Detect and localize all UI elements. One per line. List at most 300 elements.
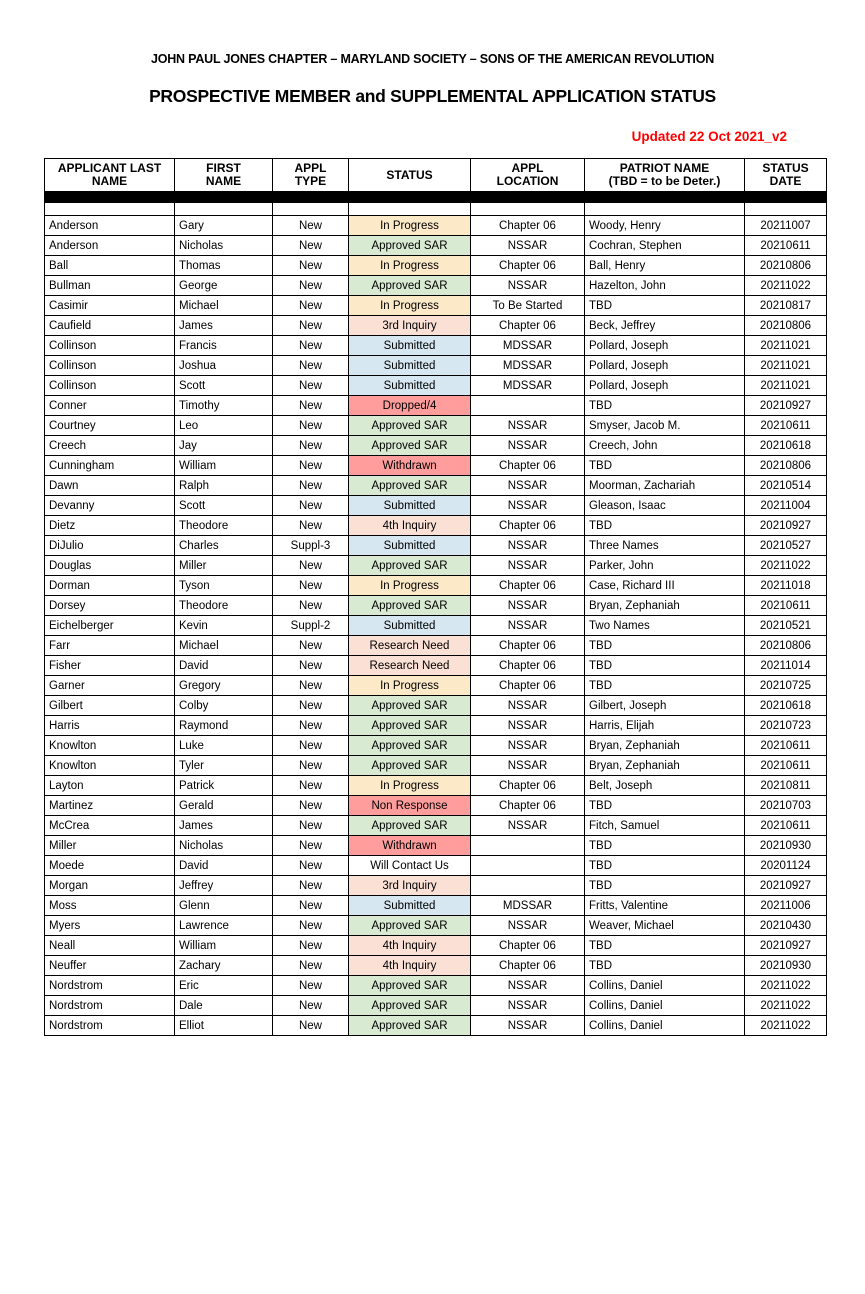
cell-last-name: Moede bbox=[45, 856, 175, 876]
cell-last-name: Morgan bbox=[45, 876, 175, 896]
cell-patriot-name: Gleason, Isaac bbox=[585, 496, 745, 516]
cell-last-name: Knowlton bbox=[45, 756, 175, 776]
cell-status-date: 20211021 bbox=[745, 376, 827, 396]
cell-last-name: Cunningham bbox=[45, 456, 175, 476]
cell-appl-location: Chapter 06 bbox=[471, 456, 585, 476]
cell-patriot-name: Pollard, Joseph bbox=[585, 336, 745, 356]
cell-appl-type: New bbox=[273, 256, 349, 276]
table-row[interactable] bbox=[45, 916, 827, 936]
cell-appl-type: New bbox=[273, 356, 349, 376]
table-row[interactable] bbox=[45, 356, 827, 376]
cell-appl-type: New bbox=[273, 916, 349, 936]
cell-patriot-name: Belt, Joseph bbox=[585, 776, 745, 796]
cell-patriot-name: TBD bbox=[585, 516, 745, 536]
cell-patriot-name: TBD bbox=[585, 456, 745, 476]
cell-status-date: 20210611 bbox=[745, 416, 827, 436]
cell-appl-location: MDSSAR bbox=[471, 336, 585, 356]
cell-status-date: 20211021 bbox=[745, 336, 827, 356]
cell-appl-location: NSSAR bbox=[471, 816, 585, 836]
table-row[interactable] bbox=[45, 716, 827, 736]
cell-status-date: 20210611 bbox=[745, 596, 827, 616]
cell-status-date: 20210723 bbox=[745, 716, 827, 736]
cell-appl-location: NSSAR bbox=[471, 536, 585, 556]
cell-appl-type: New bbox=[273, 276, 349, 296]
cell-patriot-name: Hazelton, John bbox=[585, 276, 745, 296]
cell-appl-location: Chapter 06 bbox=[471, 776, 585, 796]
cell-status-date: 20211022 bbox=[745, 976, 827, 996]
cell-first-name: Michael bbox=[175, 296, 273, 316]
cell-appl-location: NSSAR bbox=[471, 436, 585, 456]
cell-last-name: Anderson bbox=[45, 216, 175, 236]
cell-status-date: 20211022 bbox=[745, 276, 827, 296]
cell-status-date: 20211021 bbox=[745, 356, 827, 376]
cell-status-date: 20210611 bbox=[745, 736, 827, 756]
cell-last-name: Dorsey bbox=[45, 596, 175, 616]
cell-first-name: Colby bbox=[175, 696, 273, 716]
cell-status: Approved SAR bbox=[349, 916, 471, 936]
cell-status-date: 20210514 bbox=[745, 476, 827, 496]
cell-appl-type: Suppl-2 bbox=[273, 616, 349, 636]
cell-patriot-name: Collins, Daniel bbox=[585, 996, 745, 1016]
cell-status-date: 20211006 bbox=[745, 896, 827, 916]
cell-status: Approved SAR bbox=[349, 1016, 471, 1036]
cell-status-date: 20210703 bbox=[745, 796, 827, 816]
cell-patriot-name: Weaver, Michael bbox=[585, 916, 745, 936]
cell-patriot-name: Case, Richard III bbox=[585, 576, 745, 596]
table-row[interactable] bbox=[45, 996, 827, 1016]
cell-appl-location: NSSAR bbox=[471, 716, 585, 736]
column-header-line1: STATUS bbox=[762, 161, 809, 175]
table-row[interactable] bbox=[45, 556, 827, 576]
cell-status-date: 20210725 bbox=[745, 676, 827, 696]
cell-first-name: Scott bbox=[175, 376, 273, 396]
cell-status: Approved SAR bbox=[349, 276, 471, 296]
cell-patriot-name: Woody, Henry bbox=[585, 216, 745, 236]
cell-appl-type: New bbox=[273, 816, 349, 836]
cell-status-date: 20210611 bbox=[745, 236, 827, 256]
table-row[interactable] bbox=[45, 516, 827, 536]
table-row[interactable] bbox=[45, 396, 827, 416]
table-row[interactable] bbox=[45, 756, 827, 776]
cell-patriot-name: Collins, Daniel bbox=[585, 1016, 745, 1036]
table-row[interactable] bbox=[45, 976, 827, 996]
column-header-appl-type bbox=[273, 159, 349, 192]
cell-appl-location: Chapter 06 bbox=[471, 636, 585, 656]
cell-last-name: Dietz bbox=[45, 516, 175, 536]
cell-appl-location: NSSAR bbox=[471, 736, 585, 756]
cell-status: 3rd Inquiry bbox=[349, 876, 471, 896]
cell-last-name: Dorman bbox=[45, 576, 175, 596]
spacer-cell bbox=[273, 203, 349, 216]
cell-status: Approved SAR bbox=[349, 756, 471, 776]
cell-appl-type: New bbox=[273, 1016, 349, 1036]
table-row[interactable] bbox=[45, 376, 827, 396]
table-row[interactable] bbox=[45, 936, 827, 956]
cell-status-date: 20210521 bbox=[745, 616, 827, 636]
cell-first-name: Tyler bbox=[175, 756, 273, 776]
cell-first-name: David bbox=[175, 656, 273, 676]
cell-patriot-name: TBD bbox=[585, 296, 745, 316]
cell-appl-type: New bbox=[273, 456, 349, 476]
cell-patriot-name: TBD bbox=[585, 856, 745, 876]
cell-appl-location bbox=[471, 856, 585, 876]
cell-last-name: Farr bbox=[45, 636, 175, 656]
cell-patriot-name: Gilbert, Joseph bbox=[585, 696, 745, 716]
cell-last-name: Nordstrom bbox=[45, 976, 175, 996]
cell-appl-location: Chapter 06 bbox=[471, 656, 585, 676]
cell-status-date: 20211004 bbox=[745, 496, 827, 516]
cell-status-date: 20211014 bbox=[745, 656, 827, 676]
cell-status-date: 20210927 bbox=[745, 396, 827, 416]
table-row[interactable] bbox=[45, 456, 827, 476]
cell-appl-type: Suppl-3 bbox=[273, 536, 349, 556]
cell-appl-type: New bbox=[273, 296, 349, 316]
cell-status: Approved SAR bbox=[349, 716, 471, 736]
table-row[interactable] bbox=[45, 416, 827, 436]
cell-first-name: William bbox=[175, 456, 273, 476]
cell-first-name: Joshua bbox=[175, 356, 273, 376]
cell-appl-type: New bbox=[273, 576, 349, 596]
cell-first-name: James bbox=[175, 816, 273, 836]
table-row[interactable] bbox=[45, 436, 827, 456]
cell-status: Approved SAR bbox=[349, 696, 471, 716]
cell-last-name: Devanny bbox=[45, 496, 175, 516]
table-row[interactable] bbox=[45, 1016, 827, 1036]
cell-status-date: 20211022 bbox=[745, 996, 827, 1016]
cell-first-name: Miller bbox=[175, 556, 273, 576]
table-row[interactable] bbox=[45, 856, 827, 876]
cell-patriot-name: TBD bbox=[585, 936, 745, 956]
cell-last-name: Collinson bbox=[45, 376, 175, 396]
cell-status-date: 20210430 bbox=[745, 916, 827, 936]
cell-last-name: Collinson bbox=[45, 356, 175, 376]
cell-appl-type: New bbox=[273, 836, 349, 856]
cell-first-name: Tyson bbox=[175, 576, 273, 596]
cell-status: Withdrawn bbox=[349, 836, 471, 856]
cell-status: Approved SAR bbox=[349, 996, 471, 1016]
cell-appl-type: New bbox=[273, 556, 349, 576]
cell-first-name: Gregory bbox=[175, 676, 273, 696]
cell-status: Withdrawn bbox=[349, 456, 471, 476]
cell-appl-type: New bbox=[273, 736, 349, 756]
table-row[interactable] bbox=[45, 476, 827, 496]
page-title: PROSPECTIVE MEMBER and SUPPLEMENTAL APPLICATION STATUS bbox=[149, 86, 716, 106]
table-row[interactable] bbox=[45, 236, 827, 256]
table-row[interactable] bbox=[45, 696, 827, 716]
cell-appl-type: New bbox=[273, 596, 349, 616]
cell-status: Research Need bbox=[349, 656, 471, 676]
cell-patriot-name: Three Names bbox=[585, 536, 745, 556]
cell-patriot-name: Smyser, Jacob M. bbox=[585, 416, 745, 436]
table-row[interactable] bbox=[45, 276, 827, 296]
cell-patriot-name: Cochran, Stephen bbox=[585, 236, 745, 256]
cell-status: Submitted bbox=[349, 616, 471, 636]
cell-patriot-name: TBD bbox=[585, 656, 745, 676]
table-row[interactable] bbox=[45, 876, 827, 896]
cell-first-name: Scott bbox=[175, 496, 273, 516]
cell-first-name: Luke bbox=[175, 736, 273, 756]
cell-patriot-name: Harris, Elijah bbox=[585, 716, 745, 736]
cell-patriot-name: Fitch, Samuel bbox=[585, 816, 745, 836]
cell-appl-location bbox=[471, 396, 585, 416]
cell-status: Approved SAR bbox=[349, 976, 471, 996]
cell-status: Non Response bbox=[349, 796, 471, 816]
cell-appl-location: NSSAR bbox=[471, 276, 585, 296]
cell-status: In Progress bbox=[349, 296, 471, 316]
cell-first-name: Patrick bbox=[175, 776, 273, 796]
cell-appl-type: New bbox=[273, 396, 349, 416]
cell-first-name: Raymond bbox=[175, 716, 273, 736]
table-row[interactable] bbox=[45, 316, 827, 336]
cell-patriot-name: Parker, John bbox=[585, 556, 745, 576]
column-header-appl-location bbox=[471, 159, 585, 192]
cell-first-name: Elliot bbox=[175, 1016, 273, 1036]
column-header-line1: APPLICANT LAST bbox=[57, 161, 162, 175]
cell-last-name: Fisher bbox=[45, 656, 175, 676]
cell-status-date: 20210611 bbox=[745, 756, 827, 776]
table-row[interactable] bbox=[45, 256, 827, 276]
column-header-line1: FIRST bbox=[206, 161, 241, 175]
cell-status-date: 20210927 bbox=[745, 936, 827, 956]
cell-appl-type: New bbox=[273, 656, 349, 676]
cell-patriot-name: Two Names bbox=[585, 616, 745, 636]
cell-appl-location: NSSAR bbox=[471, 476, 585, 496]
cell-status-date: 20211018 bbox=[745, 576, 827, 596]
cell-status: Submitted bbox=[349, 356, 471, 376]
cell-patriot-name: TBD bbox=[585, 876, 745, 896]
cell-patriot-name: TBD bbox=[585, 636, 745, 656]
cell-appl-type: New bbox=[273, 776, 349, 796]
spacer-row bbox=[45, 203, 827, 216]
table-row[interactable] bbox=[45, 816, 827, 836]
cell-appl-location bbox=[471, 836, 585, 856]
cell-last-name: Bullman bbox=[45, 276, 175, 296]
cell-last-name: Neall bbox=[45, 936, 175, 956]
cell-appl-type: New bbox=[273, 336, 349, 356]
cell-status: Submitted bbox=[349, 336, 471, 356]
header-separator-cell bbox=[45, 192, 827, 203]
cell-appl-type: New bbox=[273, 996, 349, 1016]
table-row[interactable] bbox=[45, 896, 827, 916]
cell-patriot-name: Beck, Jeffrey bbox=[585, 316, 745, 336]
table-row[interactable] bbox=[45, 676, 827, 696]
cell-first-name: Timothy bbox=[175, 396, 273, 416]
cell-first-name: Theodore bbox=[175, 596, 273, 616]
cell-status: In Progress bbox=[349, 776, 471, 796]
cell-status: 4th Inquiry bbox=[349, 516, 471, 536]
cell-last-name: Douglas bbox=[45, 556, 175, 576]
column-header-line2: NAME bbox=[205, 174, 242, 188]
cell-last-name: Courtney bbox=[45, 416, 175, 436]
column-header-first-name bbox=[175, 159, 273, 192]
cell-appl-location: NSSAR bbox=[471, 976, 585, 996]
cell-status-date: 20211007 bbox=[745, 216, 827, 236]
cell-appl-location: Chapter 06 bbox=[471, 516, 585, 536]
table-row[interactable] bbox=[45, 636, 827, 656]
table-row[interactable] bbox=[45, 296, 827, 316]
cell-first-name: James bbox=[175, 316, 273, 336]
cell-appl-type: New bbox=[273, 436, 349, 456]
table-row[interactable] bbox=[45, 536, 827, 556]
cell-appl-type: New bbox=[273, 756, 349, 776]
column-header-line2: DATE bbox=[769, 174, 802, 188]
cell-first-name: Michael bbox=[175, 636, 273, 656]
table-row[interactable] bbox=[45, 616, 827, 636]
cell-first-name: Glenn bbox=[175, 896, 273, 916]
cell-first-name: David bbox=[175, 856, 273, 876]
cell-status-date: 20210806 bbox=[745, 256, 827, 276]
cell-patriot-name: Fritts, Valentine bbox=[585, 896, 745, 916]
table-row[interactable] bbox=[45, 576, 827, 596]
table-row[interactable] bbox=[45, 796, 827, 816]
cell-first-name: Nicholas bbox=[175, 236, 273, 256]
cell-status-date: 20210927 bbox=[745, 876, 827, 896]
cell-first-name: Nicholas bbox=[175, 836, 273, 856]
spacer-cell bbox=[45, 203, 175, 216]
table-row[interactable] bbox=[45, 776, 827, 796]
cell-last-name: Dawn bbox=[45, 476, 175, 496]
cell-appl-type: New bbox=[273, 216, 349, 236]
cell-appl-location: Chapter 06 bbox=[471, 956, 585, 976]
table-row[interactable] bbox=[45, 656, 827, 676]
cell-appl-type: New bbox=[273, 516, 349, 536]
cell-last-name: Martinez bbox=[45, 796, 175, 816]
cell-status: In Progress bbox=[349, 256, 471, 276]
cell-last-name: Ball bbox=[45, 256, 175, 276]
cell-appl-location: NSSAR bbox=[471, 596, 585, 616]
cell-last-name: Casimir bbox=[45, 296, 175, 316]
cell-status-date: 20211022 bbox=[745, 556, 827, 576]
cell-first-name: William bbox=[175, 936, 273, 956]
header-separator-band bbox=[45, 192, 827, 203]
cell-patriot-name: Creech, John bbox=[585, 436, 745, 456]
cell-appl-location: MDSSAR bbox=[471, 896, 585, 916]
cell-last-name: Garner bbox=[45, 676, 175, 696]
cell-appl-type: New bbox=[273, 416, 349, 436]
cell-status: Approved SAR bbox=[349, 816, 471, 836]
table-row[interactable] bbox=[45, 736, 827, 756]
cell-appl-location: Chapter 06 bbox=[471, 576, 585, 596]
cell-status-date: 20210811 bbox=[745, 776, 827, 796]
cell-appl-location: Chapter 06 bbox=[471, 676, 585, 696]
cell-patriot-name: Pollard, Joseph bbox=[585, 376, 745, 396]
cell-last-name: Collinson bbox=[45, 336, 175, 356]
table-row[interactable] bbox=[45, 496, 827, 516]
cell-first-name: Eric bbox=[175, 976, 273, 996]
cell-last-name: Eichelberger bbox=[45, 616, 175, 636]
spacer-cell bbox=[175, 203, 273, 216]
column-header-patriot-name bbox=[585, 159, 745, 192]
cell-first-name: Jeffrey bbox=[175, 876, 273, 896]
cell-first-name: Kevin bbox=[175, 616, 273, 636]
cell-first-name: Ralph bbox=[175, 476, 273, 496]
table-body bbox=[45, 192, 827, 1036]
cell-last-name: Nordstrom bbox=[45, 996, 175, 1016]
column-header-line2: TYPE bbox=[294, 174, 327, 188]
cell-appl-location: Chapter 06 bbox=[471, 216, 585, 236]
column-header-status bbox=[349, 159, 471, 192]
cell-status-date: 20201124 bbox=[745, 856, 827, 876]
cell-patriot-name: Bryan, Zephaniah bbox=[585, 756, 745, 776]
spacer-cell bbox=[585, 203, 745, 216]
cell-status-date: 20210527 bbox=[745, 536, 827, 556]
column-header-line2: NAME bbox=[91, 174, 128, 188]
cell-first-name: George bbox=[175, 276, 273, 296]
cell-status-date: 20211022 bbox=[745, 1016, 827, 1036]
cell-status: Approved SAR bbox=[349, 476, 471, 496]
table-row[interactable] bbox=[45, 836, 827, 856]
cell-last-name: Layton bbox=[45, 776, 175, 796]
cell-appl-type: New bbox=[273, 896, 349, 916]
cell-patriot-name: TBD bbox=[585, 676, 745, 696]
cell-status: Research Need bbox=[349, 636, 471, 656]
column-header-applicant-last-name bbox=[45, 159, 175, 192]
table-row[interactable] bbox=[45, 216, 827, 236]
organization-header: JOHN PAUL JONES CHAPTER – MARYLAND SOCIETY – SONS OF THE AMERICAN REVOLUTION bbox=[150, 52, 715, 66]
cell-status: Submitted bbox=[349, 376, 471, 396]
cell-last-name: Knowlton bbox=[45, 736, 175, 756]
cell-appl-location: NSSAR bbox=[471, 496, 585, 516]
table-header-row bbox=[45, 159, 827, 192]
cell-status: 3rd Inquiry bbox=[349, 316, 471, 336]
cell-status-date: 20210806 bbox=[745, 456, 827, 476]
cell-appl-location: MDSSAR bbox=[471, 356, 585, 376]
cell-last-name: Neuffer bbox=[45, 956, 175, 976]
column-header-line2: (TBD = to be Deter.) bbox=[608, 174, 721, 188]
cell-appl-location: NSSAR bbox=[471, 416, 585, 436]
table-row[interactable] bbox=[45, 336, 827, 356]
cell-appl-location: NSSAR bbox=[471, 756, 585, 776]
cell-last-name: Nordstrom bbox=[45, 1016, 175, 1036]
cell-appl-type: New bbox=[273, 716, 349, 736]
cell-appl-type: New bbox=[273, 696, 349, 716]
cell-appl-location: NSSAR bbox=[471, 916, 585, 936]
cell-patriot-name: TBD bbox=[585, 836, 745, 856]
cell-status-date: 20210806 bbox=[745, 636, 827, 656]
cell-status: Will Contact Us bbox=[349, 856, 471, 876]
cell-appl-location: NSSAR bbox=[471, 696, 585, 716]
column-header-line1: PATRIOT NAME bbox=[619, 161, 710, 175]
cell-appl-type: New bbox=[273, 636, 349, 656]
table-row[interactable] bbox=[45, 956, 827, 976]
cell-status: Approved SAR bbox=[349, 596, 471, 616]
cell-appl-location: NSSAR bbox=[471, 556, 585, 576]
cell-status: In Progress bbox=[349, 216, 471, 236]
cell-last-name: Harris bbox=[45, 716, 175, 736]
cell-patriot-name: TBD bbox=[585, 956, 745, 976]
cell-appl-location: NSSAR bbox=[471, 616, 585, 636]
cell-appl-location: Chapter 06 bbox=[471, 796, 585, 816]
table-header bbox=[45, 159, 827, 192]
cell-patriot-name: Collins, Daniel bbox=[585, 976, 745, 996]
cell-status: In Progress bbox=[349, 576, 471, 596]
cell-appl-type: New bbox=[273, 936, 349, 956]
cell-status-date: 20210618 bbox=[745, 696, 827, 716]
cell-appl-type: New bbox=[273, 956, 349, 976]
cell-status: Submitted bbox=[349, 896, 471, 916]
cell-status: Approved SAR bbox=[349, 416, 471, 436]
cell-last-name: Myers bbox=[45, 916, 175, 936]
table-row[interactable] bbox=[45, 596, 827, 616]
cell-patriot-name: Pollard, Joseph bbox=[585, 356, 745, 376]
cell-appl-type: New bbox=[273, 236, 349, 256]
cell-last-name: Anderson bbox=[45, 236, 175, 256]
cell-last-name: McCrea bbox=[45, 816, 175, 836]
cell-status: Submitted bbox=[349, 536, 471, 556]
cell-appl-location: NSSAR bbox=[471, 236, 585, 256]
cell-patriot-name: TBD bbox=[585, 396, 745, 416]
cell-status: 4th Inquiry bbox=[349, 956, 471, 976]
